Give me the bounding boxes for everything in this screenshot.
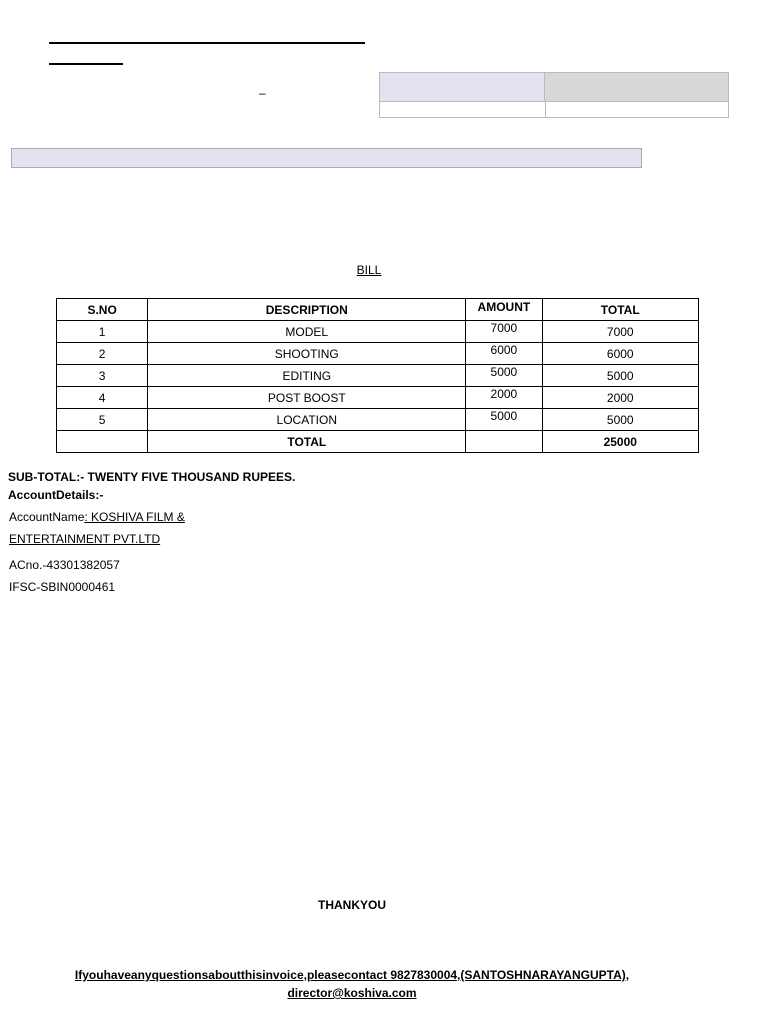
column-header-description: DESCRIPTION — [148, 299, 466, 321]
account-name-label: AccountName — [9, 510, 85, 524]
cell-empty — [57, 431, 148, 453]
contact-email: director@koshiva.com — [287, 986, 417, 1000]
cell-total: 7000 — [542, 321, 699, 343]
ifsc-code: IFSC-SBIN0000461 — [9, 580, 116, 594]
cell-amount — [466, 321, 542, 343]
thank-you-text: THANKYOU — [318, 898, 386, 912]
cell-amount-value: 5000 — [490, 408, 518, 423]
cell-description: EDITING — [148, 365, 466, 387]
cell-amount-value: 6000 — [490, 342, 518, 357]
contact-line: Ifyouhaveanyquestionsaboutthisinvoice,pleasecontact 9827830004,(SANTOSHNARAYANGUPTA), — [74, 968, 630, 982]
header-rule-long — [49, 42, 365, 44]
cell-amount — [466, 343, 542, 365]
cell-sno: 5 — [57, 409, 148, 431]
header-info-box — [379, 72, 729, 118]
account-name-line — [9, 510, 185, 524]
total-label: TOTAL — [148, 431, 466, 453]
bill-title: BILL — [356, 263, 382, 277]
table-header-row — [57, 299, 699, 321]
table-row — [57, 409, 699, 431]
cell-amount-value: 7000 — [490, 320, 518, 335]
cell-sno: 4 — [57, 387, 148, 409]
shaded-band — [11, 148, 642, 168]
bill-table — [56, 298, 699, 453]
table-total-row — [57, 431, 699, 453]
cell-total: 5000 — [542, 365, 699, 387]
column-header-amount — [466, 299, 542, 321]
column-header-amount-label: AMOUNT — [477, 299, 531, 314]
cell-sno: 3 — [57, 365, 148, 387]
column-header-sno: S.NO — [57, 299, 148, 321]
table-row — [57, 387, 699, 409]
cell-description: SHOOTING — [148, 343, 466, 365]
header-info-cell-1 — [380, 73, 545, 102]
header-rule-short — [49, 63, 123, 65]
table-row — [57, 343, 699, 365]
header-info-cell-2 — [545, 73, 728, 102]
cell-amount — [466, 409, 542, 431]
cell-total: 6000 — [542, 343, 699, 365]
cell-total: 5000 — [542, 409, 699, 431]
table-row — [57, 365, 699, 387]
account-number: ACno.-43301382057 — [9, 558, 120, 572]
account-details-label: AccountDetails:- — [8, 488, 104, 502]
cell-amount-value: 2000 — [490, 386, 518, 401]
cell-amount — [466, 387, 542, 409]
cell-sno: 1 — [57, 321, 148, 343]
cell-description: MODEL — [148, 321, 466, 343]
cell-description: POST BOOST — [148, 387, 466, 409]
account-name-value-cont: ENTERTAINMENT PVT.LTD — [9, 532, 161, 546]
column-header-total: TOTAL — [542, 299, 699, 321]
header-info-divider — [545, 102, 546, 117]
cell-amount — [466, 365, 542, 387]
table-row — [57, 321, 699, 343]
cell-empty — [466, 431, 542, 453]
cell-sno: 2 — [57, 343, 148, 365]
contact-footer — [0, 966, 704, 1002]
account-name-value: : KOSHIVA FILM & — [84, 510, 185, 524]
cell-description: LOCATION — [148, 409, 466, 431]
cell-amount-value: 5000 — [490, 364, 518, 379]
subtotal-text: SUB-TOTAL:- TWENTY FIVE THOUSAND RUPEES. — [8, 470, 296, 484]
grand-total-value: 25000 — [542, 431, 699, 453]
header-dash: – — [259, 86, 266, 100]
cell-total: 2000 — [542, 387, 699, 409]
